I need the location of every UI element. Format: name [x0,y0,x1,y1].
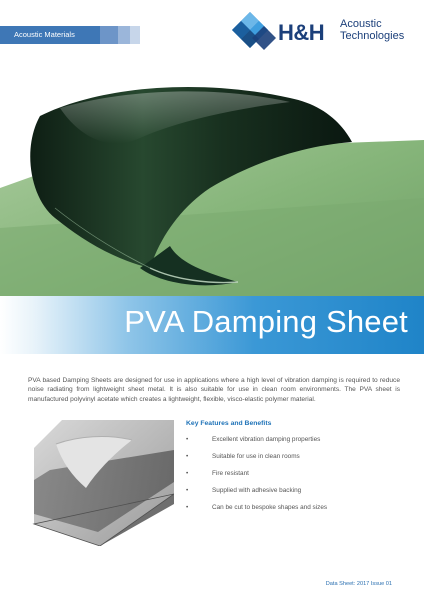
logo-subtitle-line: Technologies [340,30,405,42]
feature-text: Fire resistant [212,470,249,477]
logo-subtitle-line: Acoustic [340,18,382,30]
feature-text: Excellent vibration damping properties [212,436,321,443]
features-section [186,420,406,520]
category-bar-block [100,26,118,44]
logo-wordmark: H&H [278,20,325,45]
diamond-logo-icon [232,12,280,56]
bullet-icon: • [186,436,189,443]
category-bar-block [130,26,140,44]
feature-item [186,469,406,486]
category-bar [0,26,150,44]
bullet-icon: • [186,453,189,460]
feature-text: Suitable for use in clean rooms [212,453,300,460]
bullet-icon: • [186,504,189,511]
feature-item [186,435,406,452]
feature-item [186,452,406,469]
features-title: Key Features and Benefits [186,420,272,427]
product-description: PVA based Damping Sheets are designed for use in applications where a high level of vibration damping is required to reduce noise radiating from lightweight sheet metal. It is also suitable for use in clean room environments. The PVA sheet is manufactured polyvinyl acetate which creates a lightweight, flexible, visco-elastic polymer material. [28,377,400,403]
bullet-icon: • [186,470,189,477]
feature-text: Supplied with adhesive backing [212,487,302,494]
page-title: PVA Damping Sheet [124,304,408,339]
bullet-icon: • [186,487,189,494]
company-logo [232,14,412,54]
category-bar-block [118,26,130,44]
feature-item [186,503,406,520]
feature-text: Can be cut to bespoke shapes and sizes [212,504,328,511]
feature-list [186,435,406,520]
product-sample-image [28,420,174,546]
title-band [0,296,424,354]
logo-subtitle [340,18,404,42]
feature-item [186,486,406,503]
hero-image [0,68,424,306]
category-label: Acoustic Materials [0,26,100,44]
footer-issue: Data Sheet: 2017 Issue 01 [325,581,392,587]
